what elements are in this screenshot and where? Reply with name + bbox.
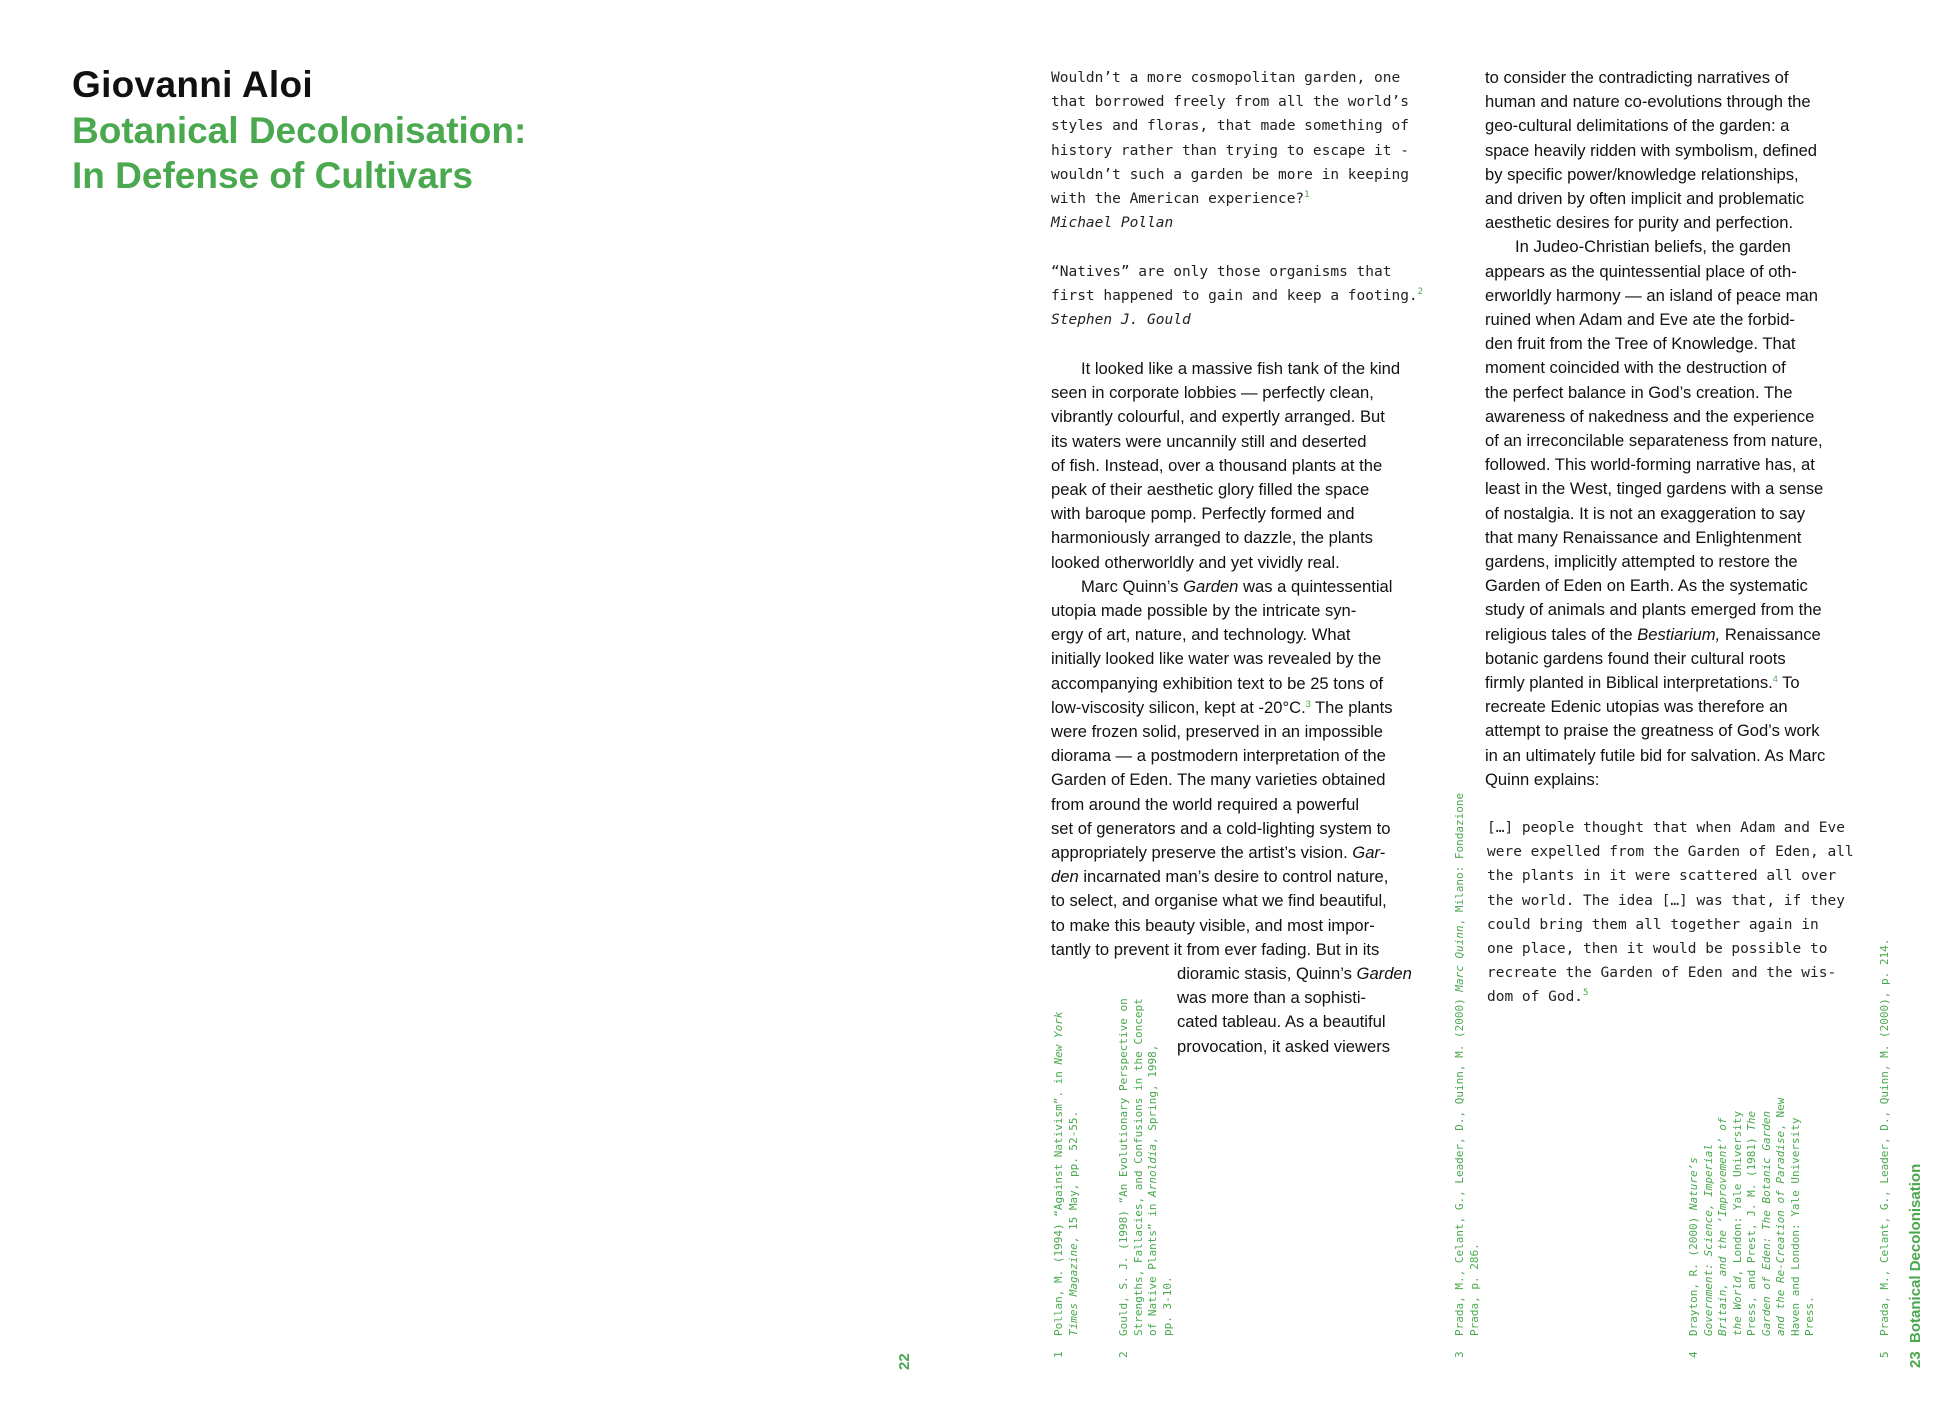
quote-line: […] people thought that when Adam and Eve (1487, 820, 1845, 836)
body-line: Garden of Eden on Earth. As the systematic (1485, 576, 1808, 596)
epigraph-pollan (1051, 66, 1409, 235)
body-line: dioramic stasis, Quinn’s Garden (1177, 964, 1412, 984)
quote-line: dom of God.$^5$ (1487, 988, 1589, 1006)
footnote-ref-5[interactable]: 5 (1583, 988, 1589, 999)
running-head: Botanical Decolonisation (1907, 1163, 1924, 1343)
body-line: study of animals and plants emerged from the (1485, 600, 1822, 620)
body-line: least in the West, tinged gardens with a sense (1485, 479, 1824, 499)
epigraph-line: “Natives” are only those organisms that (1051, 264, 1392, 280)
body-column-1 (1051, 357, 1412, 1059)
body-line: attempt to praise the greatness of God’s work (1485, 721, 1820, 741)
epigraph-attribution: Stephen J. Gould (1051, 312, 1191, 329)
footnote-ref-3[interactable]: 3 (1305, 698, 1311, 709)
body-line: to consider the contradicting narratives of (1485, 68, 1789, 87)
footnote-1: 1Pollan, M. (1994) “Against Nativism”. in New York Times Magazine, 15 May, pp. 52-55. (1052, 1011, 1080, 1358)
footnote-ref-4[interactable]: 4 (1772, 674, 1778, 685)
title-line-2: In Defense of Cultivars (72, 155, 473, 196)
body-line: It looked like a massive fish tank of the kind (1081, 359, 1401, 378)
epigraph-line: styles and floras, that made something of (1051, 118, 1409, 135)
quote-line: one place, then it would be possible to (1487, 941, 1828, 958)
epigraph-line: Wouldn’t a more cosmopolitan garden, one (1051, 70, 1401, 86)
body-line: den incarnated man’s desire to control nature, (1051, 867, 1389, 887)
body-line: In Judeo-Christian beliefs, the garden (1515, 237, 1791, 257)
body-line: looked otherworldly and yet vividly real. (1051, 552, 1340, 572)
body-line: provocation, it asked viewers (1177, 1036, 1391, 1056)
body-line: seen in corporate lobbies — perfectly clean, (1051, 383, 1374, 403)
footnote-4: 4Drayton, R. (2000) Nature’s Government: Science, Imperial Britain, and the ‘Improvement’ of the World, London: Yale University Press, and Prest, J. M. (1981) The Garden of Eden: The Botanic Garden and the Re-Creation of Paradise, New Haven and London: Yale University Press. (1687, 1097, 1816, 1358)
body-line: followed. This world-forming narrative has, at (1485, 455, 1815, 475)
body-line: of fish. Instead, over a thousand plants at the (1051, 455, 1383, 475)
quote-line: the plants in it were scattered all over (1487, 868, 1837, 885)
footnote-number: 1 (1052, 1351, 1065, 1358)
body-line: Quinn explains: (1485, 769, 1600, 789)
right-page (974, 0, 1949, 1417)
epigraph-attribution: Michael Pollan (1051, 215, 1174, 232)
body-line: appears as the quintessential place of oth- (1485, 261, 1797, 281)
body-line: the perfect balance in God’s creation. The (1485, 382, 1793, 402)
footnote-number: 4 (1687, 1351, 1700, 1358)
epigraph-line: first happened to gain and keep a footing.$^2$ (1051, 287, 1424, 305)
quote-line: were expelled from the Garden of Eden, all (1487, 844, 1854, 861)
epigraph-line: history rather than trying to escape it - (1051, 142, 1409, 159)
body-line: its waters were uncannily still and deserted (1051, 431, 1367, 451)
body-line: ergy of art, nature, and technology. What (1051, 625, 1351, 645)
quote-line: the world. The idea […] was that, if they (1487, 892, 1845, 909)
epigraph-line: that borrowed freely from all the world’s (1051, 94, 1409, 111)
footnote-ref-2[interactable]: 2 (1417, 287, 1424, 298)
page-number-left: 22 (896, 1353, 913, 1370)
body-line: were frozen solid, preserved in an impossible (1051, 722, 1384, 742)
body-line: harmoniously arranged to dazzle, the plants (1051, 528, 1373, 548)
footnote-number: 2 (1117, 1351, 1130, 1358)
body-line: of nostalgia. It is not an exaggeration to say (1485, 503, 1806, 523)
body-line: initially looked like water was revealed by the (1051, 649, 1382, 669)
body-line: low-viscosity silicon, kept at -20°C.$^3$ The plants (1051, 697, 1393, 717)
body-line: botanic gardens found their cultural roots (1485, 648, 1786, 668)
block-quote-quinn (1487, 816, 1854, 1010)
body-line: awareness of nakedness and the experience (1485, 406, 1815, 426)
epigraph-line: with the American experience?$^1$ (1051, 190, 1310, 208)
footnote-number: 3 (1453, 1351, 1466, 1358)
footnote-2: 2Gould, S. J. (1998) “An Evolutionary Perspective on Strengths, Fallacies, and Confusions in the Concept of Native Plants” in Arnoldia, Spring, 1998, pp. 3-10. (1117, 998, 1174, 1358)
epigraph-gould (1051, 260, 1423, 333)
body-line: gardens, implicitly attempted to restore the (1485, 552, 1798, 572)
body-line: accompanying exhibition text to be 25 tons of (1051, 673, 1384, 693)
body-line: recreate Edenic utopias was therefore an (1485, 697, 1788, 717)
body-line: with baroque pomp. Perfectly formed and (1051, 504, 1355, 524)
body-line: utopia made possible by the intricate syn- (1051, 601, 1357, 621)
body-line: set of generators and a cold-lighting system to (1051, 818, 1391, 838)
quote-line: could bring them all together again in (1487, 916, 1819, 933)
body-line: appropriately preserve the artist’s vision. Gar- (1051, 843, 1386, 863)
page-number-right: 23 (1907, 1351, 1924, 1368)
article-title (72, 108, 526, 198)
body-line: was more than a sophisti- (1177, 988, 1367, 1008)
title-line-1: Botanical Decolonisation: (72, 110, 527, 151)
body-line: geo-cultural delimitations of the garden: a (1485, 116, 1790, 136)
body-line: aesthetic desires for purity and perfection. (1485, 213, 1794, 233)
body-column-2 (1485, 66, 1825, 792)
footnote-ref-1[interactable]: 1 (1304, 190, 1310, 201)
body-line: of an irreconcilable separateness from nature, (1485, 431, 1823, 451)
footnote-3: 3Prada, M., Celant, G., Leader, D., Quinn, M. (2000) Marc Quinn, Milano: Fondazione Prada, p. 286. (1453, 792, 1481, 1358)
body-line: peak of their aesthetic glory filled the space (1051, 480, 1370, 500)
body-line: and driven by often implicit and problematic (1485, 189, 1805, 209)
author-name: Giovanni Aloi (72, 64, 313, 105)
body-line: ruined when Adam and Eve ate the forbid- (1485, 310, 1795, 330)
body-line: from around the world required a powerful (1051, 794, 1360, 814)
body-line: religious tales of the Bestiarium, Renaissance (1485, 624, 1821, 644)
quote-line: recreate the Garden of Eden and the wis- (1487, 965, 1837, 982)
body-line: Marc Quinn’s Garden was a quintessential (1081, 576, 1393, 596)
footnote-number: 5 (1878, 1351, 1891, 1358)
body-line: to select, and organise what we find beautiful, (1051, 891, 1387, 911)
running-footer (1909, 1164, 1924, 1368)
epigraph-line: wouldn’t such a garden be more in keeping (1051, 166, 1409, 183)
body-line: den fruit from the Tree of Knowledge. That (1485, 334, 1796, 354)
body-line: erworldly harmony — an island of peace man (1485, 285, 1818, 305)
body-line: Garden of Eden. The many varieties obtained (1051, 770, 1386, 790)
body-line: space heavily ridden with symbolism, defined (1485, 140, 1818, 160)
body-line: firmly planted in Biblical interpretations.$^4$ To (1485, 673, 1800, 693)
body-line: to make this beauty visible, and most impor- (1051, 915, 1375, 935)
body-line: that many Renaissance and Enlightenment (1485, 527, 1802, 547)
body-line: diorama — a postmodern interpretation of the (1051, 746, 1386, 766)
body-line: tantly to prevent it from ever fading. But in its (1051, 939, 1380, 959)
body-line: in an ultimately futile bid for salvation. As Marc (1485, 745, 1826, 765)
body-line: by specific power/knowledge relationships, (1485, 164, 1799, 184)
body-line: cated tableau. As a beautiful (1177, 1012, 1386, 1032)
footnote-5: 5Prada, M., Celant, G., Leader, D., Quinn, M. (2000), p. 214. (1878, 938, 1891, 1358)
body-line: human and nature co-evolutions through the (1485, 92, 1811, 112)
left-page (0, 0, 974, 1417)
body-line: vibrantly colourful, and expertly arranged. But (1051, 407, 1385, 427)
body-line: moment coincided with the destruction of (1485, 358, 1786, 378)
